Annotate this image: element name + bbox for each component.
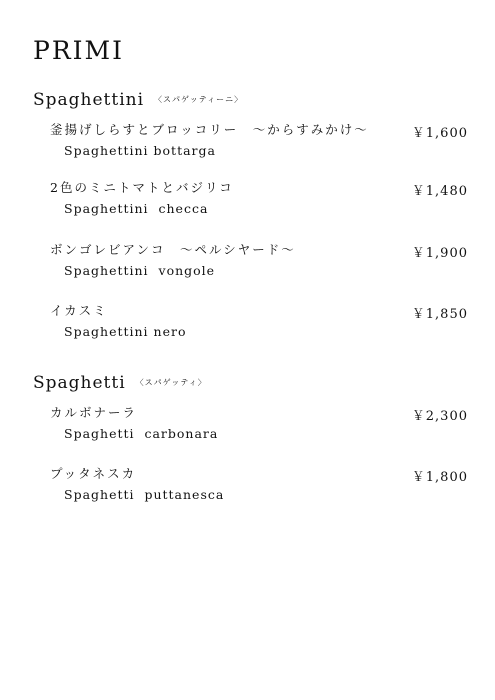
section-name: Spaghetti bbox=[33, 373, 126, 393]
section-header-spaghetti bbox=[33, 373, 207, 393]
item-price: ￥1,600 bbox=[411, 126, 468, 141]
section-subtitle: 〈スパゲッティ〉 bbox=[135, 378, 207, 387]
menu-item bbox=[50, 240, 480, 278]
section-header-spaghettini bbox=[33, 90, 243, 110]
item-name-en: Spaghettini nero bbox=[64, 324, 187, 339]
item-name-en: Spaghettini checca bbox=[64, 201, 209, 216]
item-price: ￥1,850 bbox=[411, 307, 468, 322]
item-price: ￥1,480 bbox=[411, 184, 468, 199]
item-name-en: Spaghettini bottarga bbox=[64, 143, 216, 158]
menu-item bbox=[50, 120, 480, 158]
item-name-en: Spaghettini vongole bbox=[64, 263, 216, 278]
item-name-jp: 釜揚げしらすとブロッコリー 〜からすみかけ〜 bbox=[50, 122, 369, 137]
item-price: ￥1,900 bbox=[411, 246, 468, 261]
item-name-jp: ボンゴレビアンコ 〜ペルシヤード〜 bbox=[50, 242, 296, 257]
section-subtitle: 〈スパゲッティーニ〉 bbox=[154, 95, 244, 104]
item-name-jp: カルボナーラ bbox=[50, 405, 138, 420]
item-price: ￥1,800 bbox=[411, 470, 468, 485]
section-name: Spaghettini bbox=[33, 90, 145, 110]
menu-item bbox=[50, 403, 480, 441]
menu-item bbox=[50, 301, 480, 339]
item-name-jp: プッタネスカ bbox=[50, 466, 137, 481]
item-name-jp: 2色のミニトマトとバジリコ bbox=[50, 180, 234, 195]
item-name-en: Spaghetti puttanesca bbox=[64, 487, 225, 502]
menu-title: PRIMI bbox=[33, 36, 124, 65]
menu-item bbox=[50, 464, 480, 502]
item-name-jp: イカスミ bbox=[50, 303, 108, 318]
item-name-en: Spaghetti carbonara bbox=[64, 426, 219, 441]
item-price: ￥2,300 bbox=[411, 409, 468, 424]
menu-item bbox=[50, 178, 480, 216]
